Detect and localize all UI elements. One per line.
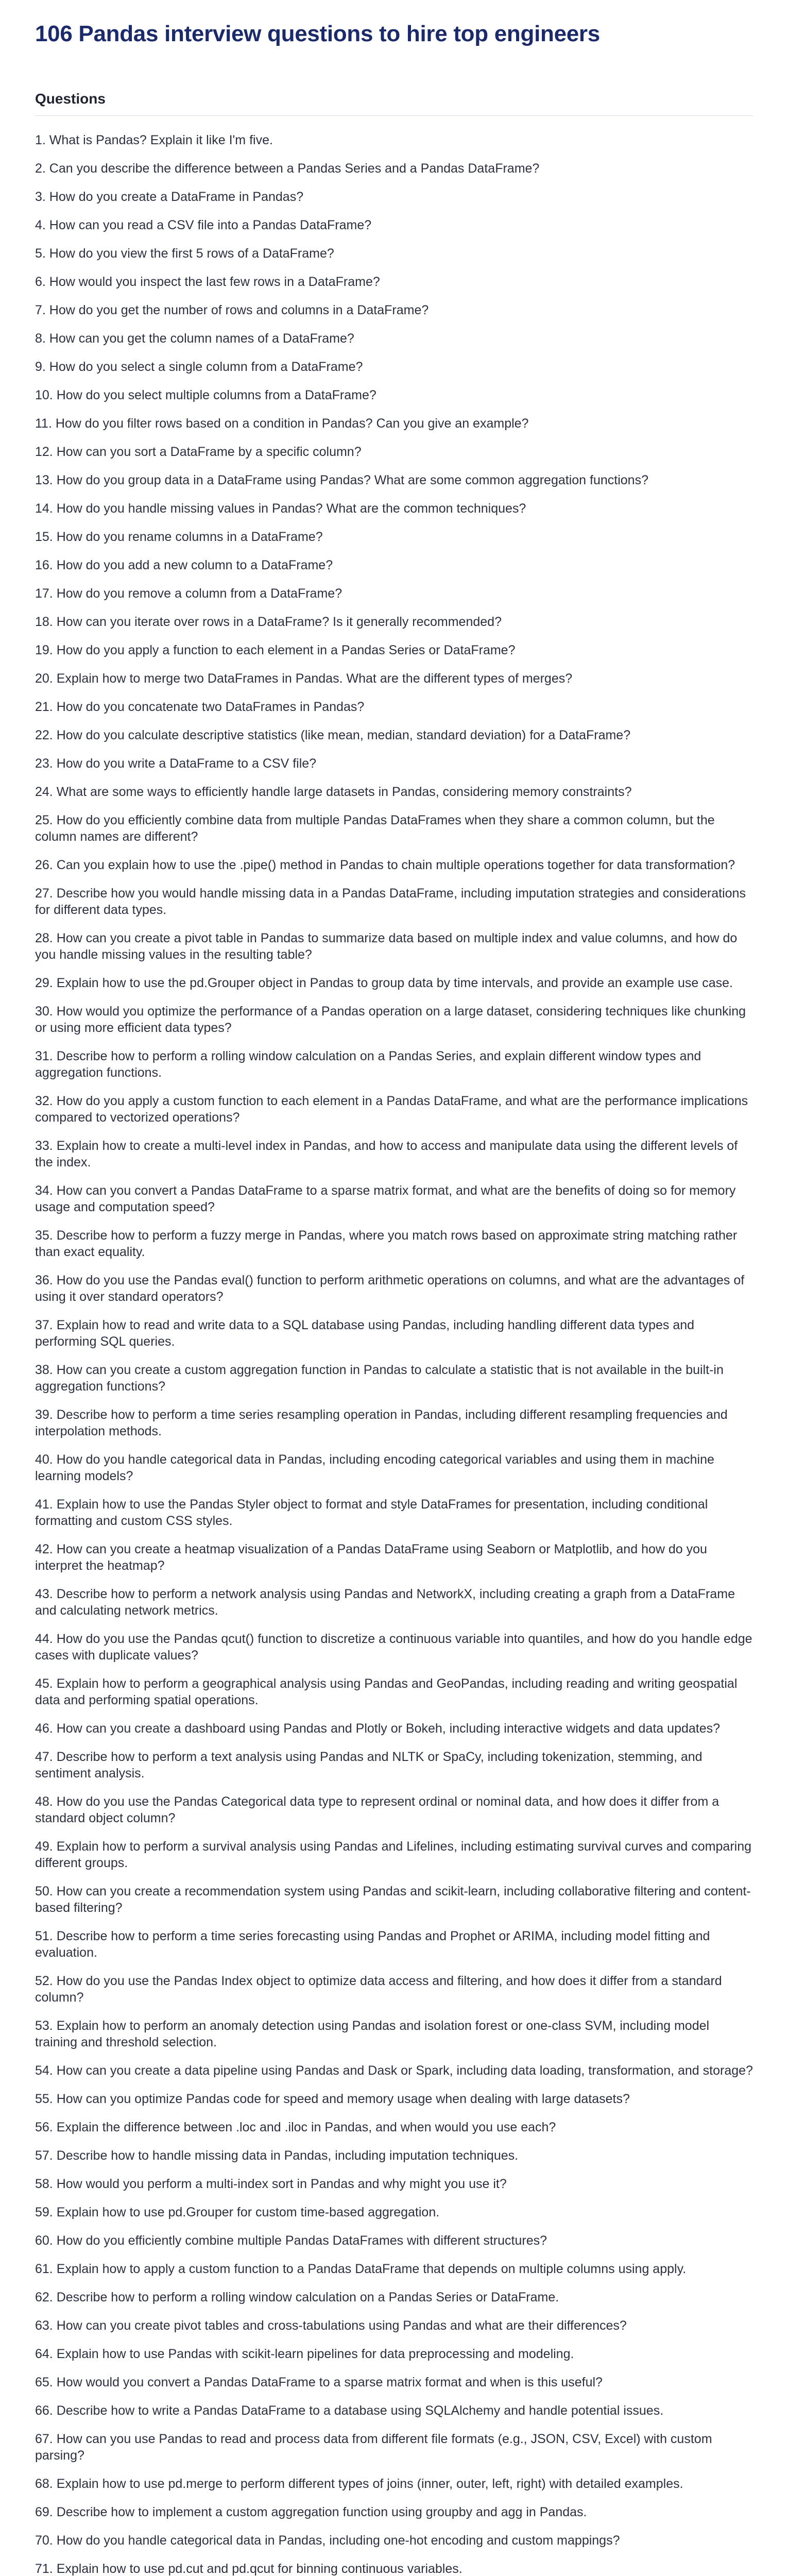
- question-item: 45. Explain how to perform a geographical analysis using Pandas and GeoPandas, including reading and writing geospatial data and performing spatial operations.: [35, 1676, 738, 1707]
- question-item: 42. How can you create a heatmap visualization of a Pandas DataFrame using Seaborn or Matplotlib, and how do you interpret the heatmap?: [35, 1542, 707, 1573]
- question-item: 21. How do you concatenate two DataFrames in Pandas?: [35, 700, 365, 714]
- question-item: 54. How can you create a data pipeline using Pandas and Dask or Spark, including data loading, transformation, and storage?: [35, 2063, 753, 2078]
- question-item: 20. Explain how to merge two DataFrames in Pandas. What are the different types of merges?: [35, 671, 573, 686]
- question-item: 50. How can you create a recommendation system using Pandas and scikit-learn, including collaborative filtering and content-based filtering?: [35, 1884, 751, 1915]
- question-item: 11. How do you filter rows based on a condition in Pandas? Can you give an example?: [35, 416, 529, 431]
- question-item: 14. How do you handle missing values in Pandas? What are the common techniques?: [35, 501, 526, 516]
- question-item: 32. How do you apply a custom function to each element in a Pandas DataFrame, and what are the performance implications compared to vectorized operations?: [35, 1094, 748, 1125]
- question-item: 58. How would you perform a multi-index sort in Pandas and why might you use it?: [35, 2177, 507, 2191]
- question-item: 15. How do you rename columns in a DataFrame?: [35, 530, 323, 544]
- question-item: 38. How can you create a custom aggregation function in Pandas to calculate a statistic that is not available in the built-in aggregation functions?: [35, 1363, 724, 1394]
- question-item: 48. How do you use the Pandas Categorical data type to represent ordinal or nominal data, and how does it differ from a standard object column?: [35, 1794, 720, 1825]
- question-item: 43. Describe how to perform a network analysis using Pandas and NetworkX, including creating a graph from a DataFrame and calculating network metrics.: [35, 1587, 735, 1618]
- section-title: Questions: [35, 91, 106, 107]
- question-item: 36. How do you use the Pandas eval() function to perform arithmetic operations on columns, and what are the advantages of using it over standard operators?: [35, 1273, 745, 1304]
- question-item: 47. Describe how to perform a text analysis using Pandas and NLTK or SpaCy, including tokenization, stemming, and sentiment analysis.: [35, 1750, 703, 1781]
- question-item: 68. Explain how to use pd.merge to perform different types of joins (inner, outer, left, right) with detailed examples.: [35, 2477, 683, 2491]
- question-item: 34. How can you convert a Pandas DataFrame to a sparse matrix format, and what are the benefits of doing so for memory usage and computation speed?: [35, 1183, 736, 1214]
- question-item: 39. Describe how to perform a time series resampling operation in Pandas, including different resampling frequencies and interpolation methods.: [35, 1408, 728, 1438]
- page-title: 106 Pandas interview questions to hire top engineers: [35, 21, 600, 46]
- question-item: 4. How can you read a CSV file into a Pandas DataFrame?: [35, 218, 372, 232]
- question-item: 7. How do you get the number of rows and columns in a DataFrame?: [35, 303, 429, 317]
- question-item: 27. Describe how you would handle missing data in a Pandas DataFrame, including imputation strategies and considerations for different data types.: [35, 886, 746, 917]
- question-item: 29. Explain how to use the pd.Grouper object in Pandas to group data by time intervals, and provide an example use case.: [35, 976, 733, 990]
- question-item: 62. Describe how to perform a rolling window calculation on a Pandas Series or DataFrame.: [35, 2290, 559, 2304]
- question-item: 61. Explain how to apply a custom function to a Pandas DataFrame that depends on multiple columns using apply.: [35, 2262, 687, 2276]
- question-item: 49. Explain how to perform a survival analysis using Pandas and Lifelines, including estimating survival curves and comparing different groups.: [35, 1839, 752, 1870]
- question-item: 57. Describe how to handle missing data in Pandas, including imputation techniques.: [35, 2148, 519, 2163]
- section-divider: [35, 115, 753, 116]
- question-item: 46. How can you create a dashboard using Pandas and Plotly or Bokeh, including interactive widgets and data updates?: [35, 1721, 721, 1736]
- question-item: 13. How do you group data in a DataFrame using Pandas? What are some common aggregation functions?: [35, 473, 648, 487]
- question-item: 24. What are some ways to efficiently handle large datasets in Pandas, considering memory constraints?: [35, 785, 632, 799]
- question-item: 16. How do you add a new column to a DataFrame?: [35, 558, 333, 572]
- question-item: 30. How would you optimize the performance of a Pandas operation on a large dataset, considering techniques like chunking or using more efficient data types?: [35, 1004, 746, 1035]
- question-item: 59. Explain how to use pd.Grouper for custom time-based aggregation.: [35, 2205, 440, 2219]
- question-item: 31. Describe how to perform a rolling window calculation on a Pandas Series, and explain different window types and aggregation functions.: [35, 1049, 701, 1080]
- question-item: 66. Describe how to write a Pandas DataFrame to a database using SQLAlchemy and handle potential issues.: [35, 2403, 664, 2418]
- question-item: 35. Describe how to perform a fuzzy merge in Pandas, where you match rows based on approximate string matching rather than exact equality.: [35, 1228, 738, 1259]
- question-item: 18. How can you iterate over rows in a DataFrame? Is it generally recommended?: [35, 615, 502, 629]
- question-item: 56. Explain the difference between .loc and .iloc in Pandas, and when would you use each?: [35, 2120, 556, 2134]
- question-item: 64. Explain how to use Pandas with scikit-learn pipelines for data preprocessing and modeling.: [35, 2347, 574, 2361]
- question-item: 55. How can you optimize Pandas code for speed and memory usage when dealing with large datasets?: [35, 2092, 630, 2106]
- question-item: 25. How do you efficiently combine data from multiple Pandas DataFrames when they share a common column, but the column names are different?: [35, 813, 715, 844]
- question-item: 37. Explain how to read and write data to a SQL database using Pandas, including handling different data types and performing SQL queries.: [35, 1318, 695, 1349]
- question-item: 67. How can you use Pandas to read and process data from different file formats (e.g., JSON, CSV, Excel) with custom parsing?: [35, 2432, 712, 2463]
- question-item: 8. How can you get the column names of a DataFrame?: [35, 331, 354, 346]
- question-item: 63. How can you create pivot tables and cross-tabulations using Pandas and what are their differences?: [35, 2318, 627, 2333]
- question-item: 22. How do you calculate descriptive statistics (like mean, median, standard deviation) for a DataFrame?: [35, 728, 631, 742]
- question-item: 23. How do you write a DataFrame to a CSV file?: [35, 756, 317, 771]
- question-item: 9. How do you select a single column from a DataFrame?: [35, 360, 363, 374]
- question-item: 51. Describe how to perform a time series forecasting using Pandas and Prophet or ARIMA, including model fitting and evaluation.: [35, 1929, 710, 1960]
- question-item: 6. How would you inspect the last few rows in a DataFrame?: [35, 275, 380, 289]
- question-item: 60. How do you efficiently combine multiple Pandas DataFrames with different structures?: [35, 2233, 547, 2248]
- question-item: 10. How do you select multiple columns from a DataFrame?: [35, 388, 376, 402]
- question-item: 26. Can you explain how to use the .pipe() method in Pandas to chain multiple operations together for data transformation?: [35, 858, 735, 872]
- question-item: 33. Explain how to create a multi-level index in Pandas, and how to access and manipulate data using the different levels of the index.: [35, 1139, 738, 1170]
- question-item: 17. How do you remove a column from a DataFrame?: [35, 586, 342, 601]
- question-item: 52. How do you use the Pandas Index object to optimize data access and filtering, and how does it differ from a standard column?: [35, 1974, 722, 2005]
- question-item: 3. How do you create a DataFrame in Pandas?: [35, 190, 304, 204]
- question-item: 44. How do you use the Pandas qcut() function to discretize a continuous variable into quantiles, and how do you handle edge cases with duplicate values?: [35, 1632, 752, 1663]
- questions-list: [35, 126, 753, 2576]
- question-item: 53. Explain how to perform an anomaly detection using Pandas and isolation forest or one-class SVM, including model training and threshold selection.: [35, 2019, 710, 2049]
- question-item: 69. Describe how to implement a custom aggregation function using groupby and agg in Pandas.: [35, 2505, 587, 2519]
- question-item: 41. Explain how to use the Pandas Styler object to format and style DataFrames for presentation, including conditional formatting and custom CSS styles.: [35, 1497, 708, 1528]
- question-item: 19. How do you apply a function to each element in a Pandas Series or DataFrame?: [35, 643, 516, 657]
- question-item: 28. How can you create a pivot table in Pandas to summarize data based on multiple index and value columns, and how do you handle missing values in the resulting table?: [35, 931, 738, 962]
- question-item: 40. How do you handle categorical data in Pandas, including encoding categorical variables and using them in machine learning models?: [35, 1452, 714, 1483]
- question-item: 5. How do you view the first 5 rows of a DataFrame?: [35, 246, 334, 261]
- question-item: 1. What is Pandas? Explain it like I'm five.: [35, 133, 273, 147]
- question-item: 71. Explain how to use pd.cut and pd.qcut for binning continuous variables.: [35, 2562, 462, 2576]
- question-item: 70. How do you handle categorical data in Pandas, including one-hot encoding and custom mappings?: [35, 2533, 620, 2548]
- question-item: 65. How would you convert a Pandas DataFrame to a sparse matrix format and when is this useful?: [35, 2375, 603, 2389]
- question-item: 2. Can you describe the difference between a Pandas Series and a Pandas DataFrame?: [35, 161, 540, 176]
- question-item: 12. How can you sort a DataFrame by a specific column?: [35, 445, 362, 459]
